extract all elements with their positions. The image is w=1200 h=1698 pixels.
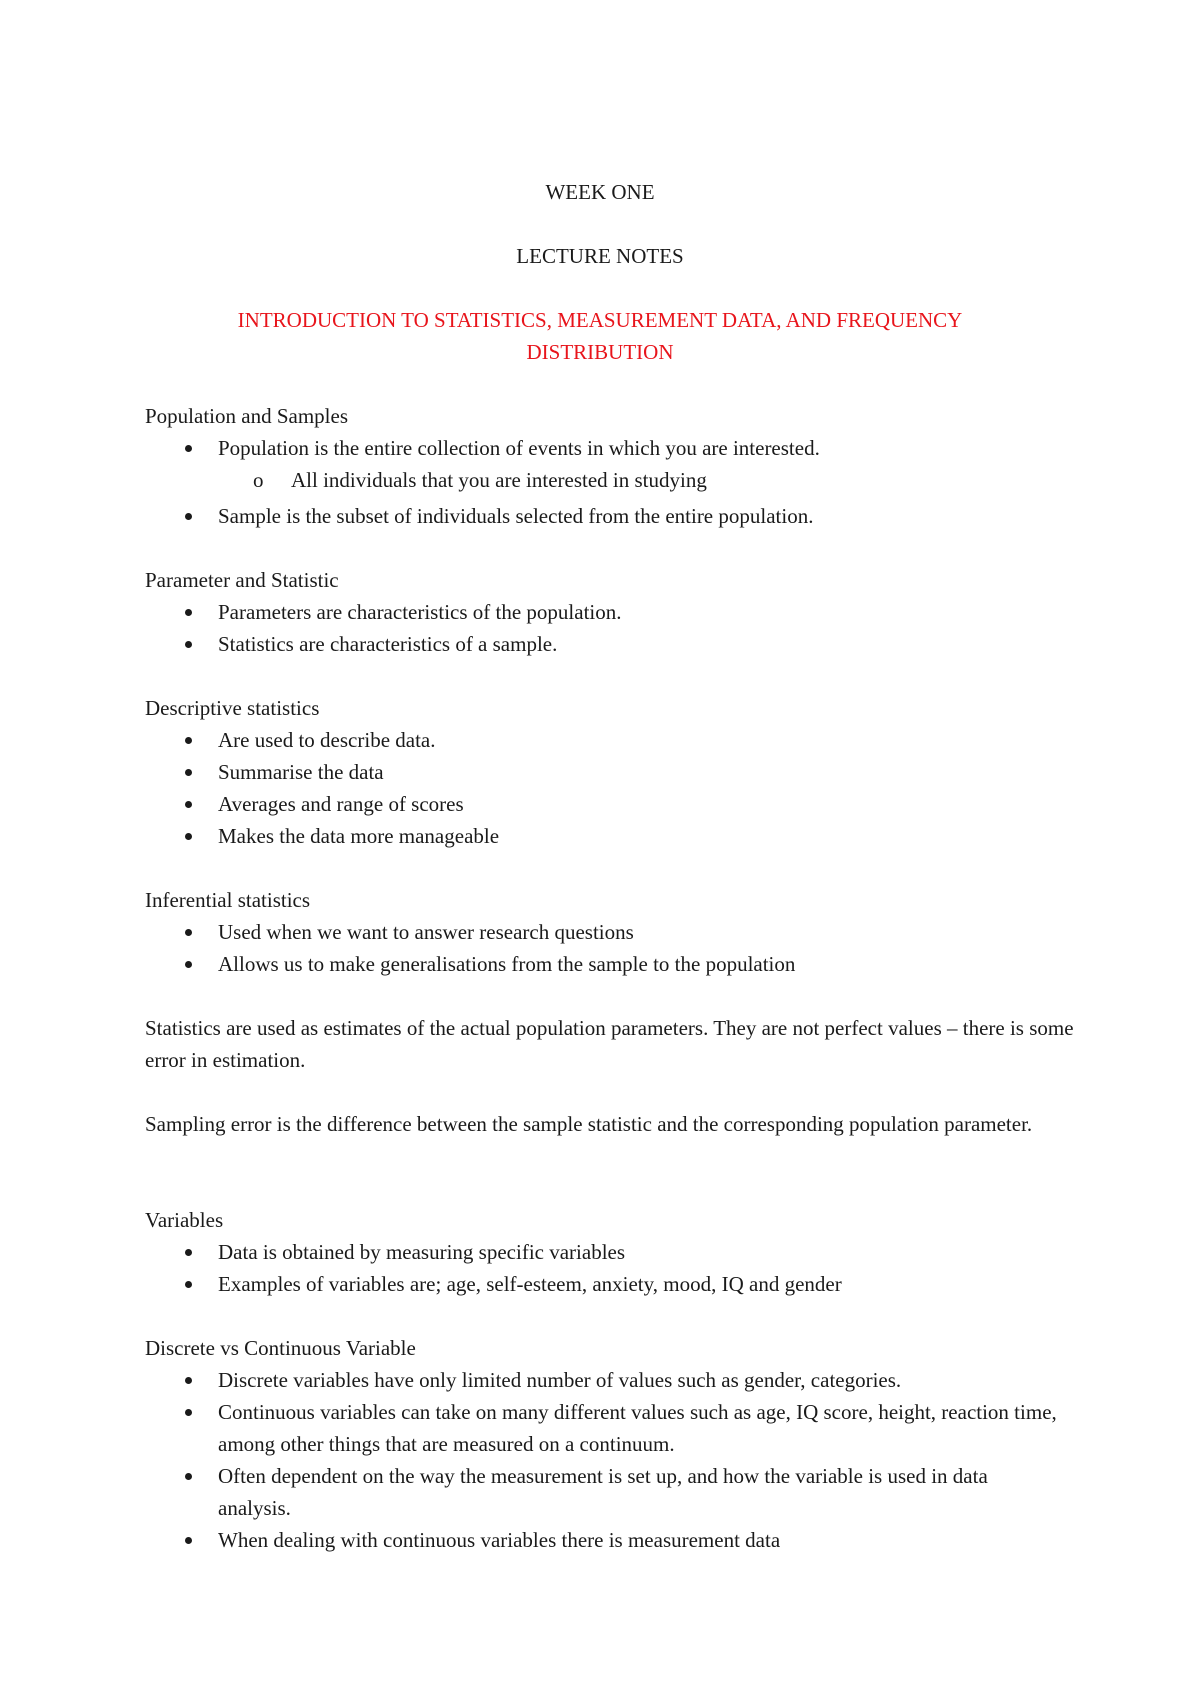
section-heading-population: Population and Samples [145, 404, 348, 428]
paragraph-estimates: Statistics are used as estimates of the actual population parameters. They are not perfect values – there is some error in estimation. [145, 1016, 1074, 1072]
bullet-population-1: Population is the entire collection of events in which you are interested. [218, 432, 1058, 464]
bullet-descriptive-2: Summarise the data [218, 756, 1058, 788]
section-heading-parameter: Parameter and Statistic [145, 568, 339, 592]
bullet-population-2: Sample is the subset of individuals selected from the entire population. [218, 500, 1058, 532]
section-heading-variables: Variables [145, 1208, 224, 1232]
section-heading-inferential: Inferential statistics [145, 888, 311, 912]
document-title: INTRODUCTION TO STATISTICS, MEASUREMENT DATA, AND FREQUENCY DISTRIBUTION [237, 308, 963, 364]
bullet-descriptive-1: Are used to describe data. [218, 724, 1058, 756]
bullet-variables-1: Data is obtained by measuring specific variables [218, 1236, 1058, 1268]
sub-bullet-marker: o [253, 468, 264, 492]
bullet-discrete-2: Continuous variables can take on many different values such as age, IQ score, height, reaction time, among other things that are measured on a continuum. [218, 1396, 1058, 1460]
bullet-discrete-3: Often dependent on the way the measurement is set up, and how the variable is used in data analysis. [218, 1460, 1058, 1524]
lecture-notes-label: LECTURE NOTES [516, 244, 684, 268]
bullet-descriptive-3: Averages and range of scores [218, 788, 1058, 820]
bullet-parameter-1: Parameters are characteristics of the population. [218, 596, 1058, 628]
bullet-parameter-2: Statistics are characteristics of a sample. [218, 628, 1058, 660]
sub-bullet-population-1: All individuals that you are interested in studying [291, 468, 707, 492]
week-label: WEEK ONE [545, 180, 655, 204]
bullet-discrete-4: When dealing with continuous variables there is measurement data [218, 1524, 1058, 1556]
bullet-variables-2: Examples of variables are; age, self-esteem, anxiety, mood, IQ and gender [218, 1268, 1058, 1300]
bullet-descriptive-4: Makes the data more manageable [218, 820, 1058, 852]
paragraph-sampling-error: Sampling error is the difference between the sample statistic and the corresponding population parameter. [145, 1112, 1033, 1136]
bullet-discrete-1: Discrete variables have only limited number of values such as gender, categories. [218, 1364, 1058, 1396]
bullet-inferential-2: Allows us to make generalisations from the sample to the population [218, 948, 1058, 980]
section-heading-discrete: Discrete vs Continuous Variable [145, 1336, 416, 1360]
bullet-inferential-1: Used when we want to answer research questions [218, 916, 1058, 948]
section-heading-descriptive: Descriptive statistics [145, 696, 320, 720]
